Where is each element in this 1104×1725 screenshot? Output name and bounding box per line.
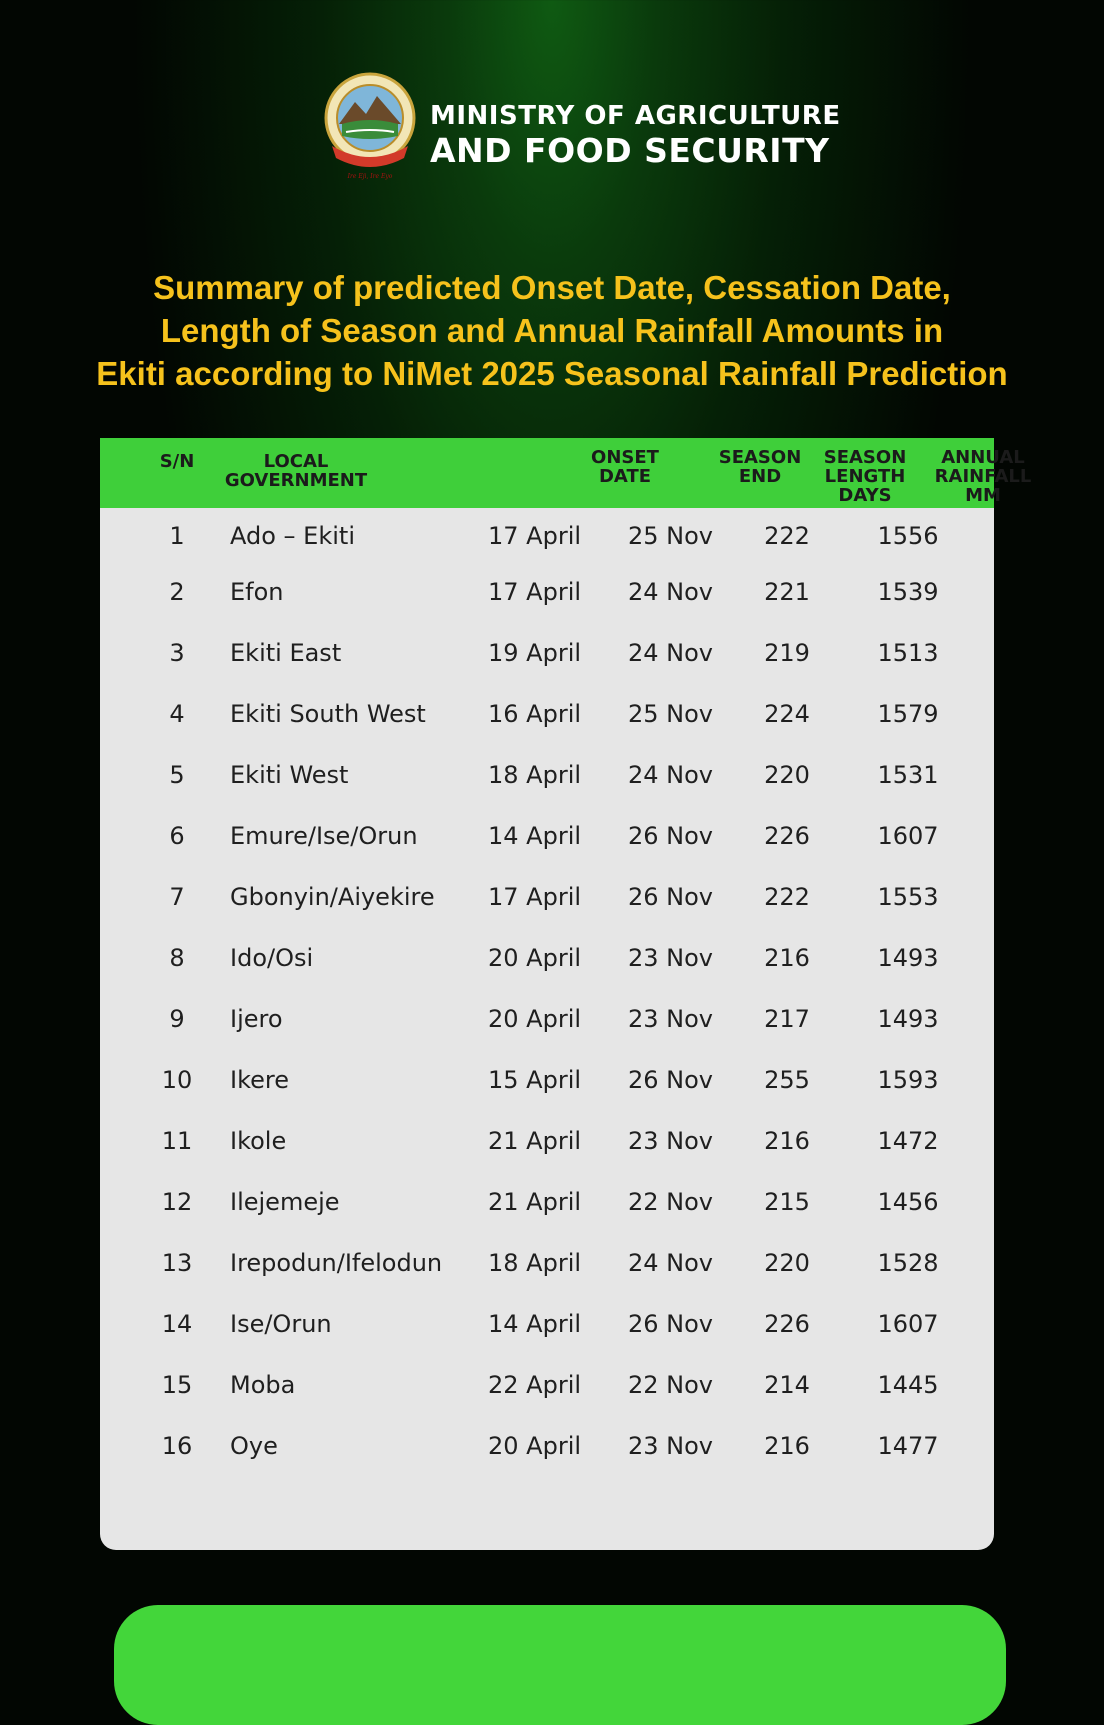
table-row: [100, 1119, 994, 1163]
cell-lga: Ise/Orun: [230, 1310, 332, 1338]
cell-end: 23 Nov: [628, 944, 714, 972]
header-annual-rainfall: ANNUAL RAINFALL MM: [934, 447, 1032, 506]
cell-onset: 16 April: [488, 700, 582, 728]
table-row: [100, 1180, 994, 1224]
cell-length: 222: [764, 522, 810, 550]
header-onset-date: ONSET DATE: [591, 447, 659, 487]
cell-sn: 15: [161, 1371, 193, 1399]
cell-onset: 19 April: [488, 639, 582, 667]
cell-lga: Gbonyin/Aiyekire: [230, 883, 435, 911]
cell-sn: 3: [169, 639, 185, 667]
cell-end: 23 Nov: [628, 1432, 714, 1460]
cell-rainfall: 1472: [877, 1127, 939, 1155]
cell-rainfall: 1456: [877, 1188, 939, 1216]
table-row: [100, 1424, 994, 1468]
table-row: [100, 875, 994, 919]
cell-sn: 16: [161, 1432, 193, 1460]
cell-sn: 5: [169, 761, 185, 789]
cell-sn: 11: [161, 1127, 193, 1155]
cell-rainfall: 1493: [877, 1005, 939, 1033]
cell-end: 24 Nov: [628, 639, 714, 667]
header-sn: S/N: [159, 451, 195, 472]
cell-end: 26 Nov: [628, 1310, 714, 1338]
cell-end: 25 Nov: [628, 700, 714, 728]
cell-onset: 20 April: [488, 1005, 582, 1033]
cell-lga: Ilejemeje: [230, 1188, 340, 1216]
header-season-length: SEASON LENGTH DAYS: [823, 447, 907, 506]
title-line-1: Summary of predicted Onset Date, Cessation Date,: [153, 269, 951, 306]
table-row: [100, 631, 994, 675]
cell-lga: Ikere: [230, 1066, 289, 1094]
header-season-end: SEASON END: [718, 447, 802, 487]
cell-length: 219: [764, 639, 810, 667]
cell-length: 226: [764, 822, 810, 850]
cell-onset: 21 April: [488, 1188, 582, 1216]
cell-length: 216: [764, 1432, 810, 1460]
cell-rainfall: 1607: [877, 822, 939, 850]
cell-sn: 7: [169, 883, 185, 911]
cell-rainfall: 1445: [877, 1371, 939, 1399]
ministry-line-1: MINISTRY OF AGRICULTURE: [430, 101, 841, 131]
cell-rainfall: 1531: [877, 761, 939, 789]
cell-sn: 12: [161, 1188, 193, 1216]
seal-motto: Ire Eji, Ire Eyo: [347, 173, 393, 180]
cell-lga: Moba: [230, 1371, 296, 1399]
title-line-3: Ekiti according to NiMet 2025 Seasonal Rainfall Prediction: [96, 355, 1008, 392]
cell-end: 22 Nov: [628, 1371, 714, 1399]
cell-rainfall: 1477: [877, 1432, 939, 1460]
cell-rainfall: 1539: [877, 578, 939, 606]
cell-onset: 15 April: [488, 1066, 582, 1094]
table-row: [100, 692, 994, 736]
table-row: [100, 1241, 994, 1285]
cell-length: 222: [764, 883, 810, 911]
cell-sn: 1: [169, 522, 185, 550]
cell-sn: 2: [169, 578, 185, 606]
cell-length: 216: [764, 944, 810, 972]
cell-onset: 18 April: [488, 761, 582, 789]
table-row: [100, 753, 994, 797]
cell-end: 24 Nov: [628, 761, 714, 789]
cell-end: 24 Nov: [628, 1249, 714, 1277]
ekiti-state-seal-logo: [322, 72, 418, 182]
cell-end: 22 Nov: [628, 1188, 714, 1216]
cell-lga: Ekiti South West: [230, 700, 426, 728]
cell-sn: 6: [169, 822, 185, 850]
cell-lga: Ekiti East: [230, 639, 342, 667]
cell-length: 226: [764, 1310, 810, 1338]
title-line-2: Length of Season and Annual Rainfall Amounts in: [160, 312, 944, 349]
cell-length: 215: [764, 1188, 810, 1216]
cell-rainfall: 1607: [877, 1310, 939, 1338]
cell-rainfall: 1553: [877, 883, 939, 911]
table-header: [100, 438, 1032, 508]
cell-onset: 17 April: [488, 578, 582, 606]
cell-onset: 18 April: [488, 1249, 582, 1277]
cell-sn: 14: [161, 1310, 193, 1338]
cell-onset: 17 April: [488, 522, 582, 550]
cell-lga: Ido/Osi: [230, 944, 314, 972]
cell-length: 224: [764, 700, 810, 728]
ministry-name: [430, 100, 841, 170]
cell-lga: Emure/Ise/Orun: [230, 822, 418, 850]
table-row: [100, 514, 994, 558]
cell-onset: 20 April: [488, 1432, 582, 1460]
bottom-green-banner: [114, 1605, 1006, 1725]
cell-lga: Oye: [230, 1432, 278, 1460]
cell-rainfall: 1513: [877, 639, 939, 667]
cell-sn: 13: [161, 1249, 193, 1277]
cell-length: 255: [764, 1066, 810, 1094]
cell-rainfall: 1493: [877, 944, 939, 972]
cell-sn: 9: [169, 1005, 185, 1033]
header-local-government: LOCAL GOVERNMENT: [224, 451, 368, 491]
table-row: [100, 814, 994, 858]
cell-length: 214: [764, 1371, 810, 1399]
cell-lga: Efon: [230, 578, 284, 606]
cell-onset: 17 April: [488, 883, 582, 911]
cell-lga: Irepodun/Ifelodun: [230, 1249, 443, 1277]
table-row: [100, 570, 994, 614]
cell-lga: Ikole: [230, 1127, 287, 1155]
table-row: [100, 1058, 994, 1102]
cell-onset: 14 April: [488, 822, 582, 850]
cell-length: 221: [764, 578, 810, 606]
cell-end: 23 Nov: [628, 1127, 714, 1155]
cell-end: 25 Nov: [628, 522, 714, 550]
rainfall-table: [100, 438, 1032, 1550]
cell-sn: 8: [169, 944, 185, 972]
cell-onset: 14 April: [488, 1310, 582, 1338]
table-row: [100, 1302, 994, 1346]
cell-onset: 22 April: [488, 1371, 582, 1399]
cell-rainfall: 1593: [877, 1066, 939, 1094]
ministry-line-2: AND FOOD SECURITY: [430, 131, 830, 170]
cell-lga: Ijero: [230, 1005, 283, 1033]
cell-length: 220: [764, 761, 810, 789]
cell-end: 26 Nov: [628, 883, 714, 911]
cell-length: 216: [764, 1127, 810, 1155]
cell-lga: Ekiti West: [230, 761, 349, 789]
table-row: [100, 936, 994, 980]
cell-rainfall: 1556: [877, 522, 939, 550]
cell-end: 24 Nov: [628, 578, 714, 606]
cell-onset: 20 April: [488, 944, 582, 972]
cell-onset: 21 April: [488, 1127, 582, 1155]
cell-rainfall: 1579: [877, 700, 939, 728]
cell-rainfall: 1528: [877, 1249, 939, 1277]
cell-sn: 10: [161, 1066, 193, 1094]
cell-length: 220: [764, 1249, 810, 1277]
cell-end: 23 Nov: [628, 1005, 714, 1033]
header: [0, 72, 1104, 182]
cell-sn: 4: [169, 700, 185, 728]
cell-end: 26 Nov: [628, 1066, 714, 1094]
cell-length: 217: [764, 1005, 810, 1033]
page-title: [40, 266, 1064, 395]
table-row: [100, 997, 994, 1041]
cell-end: 26 Nov: [628, 822, 714, 850]
cell-lga: Ado – Ekiti: [230, 522, 355, 550]
table-row: [100, 1363, 994, 1407]
